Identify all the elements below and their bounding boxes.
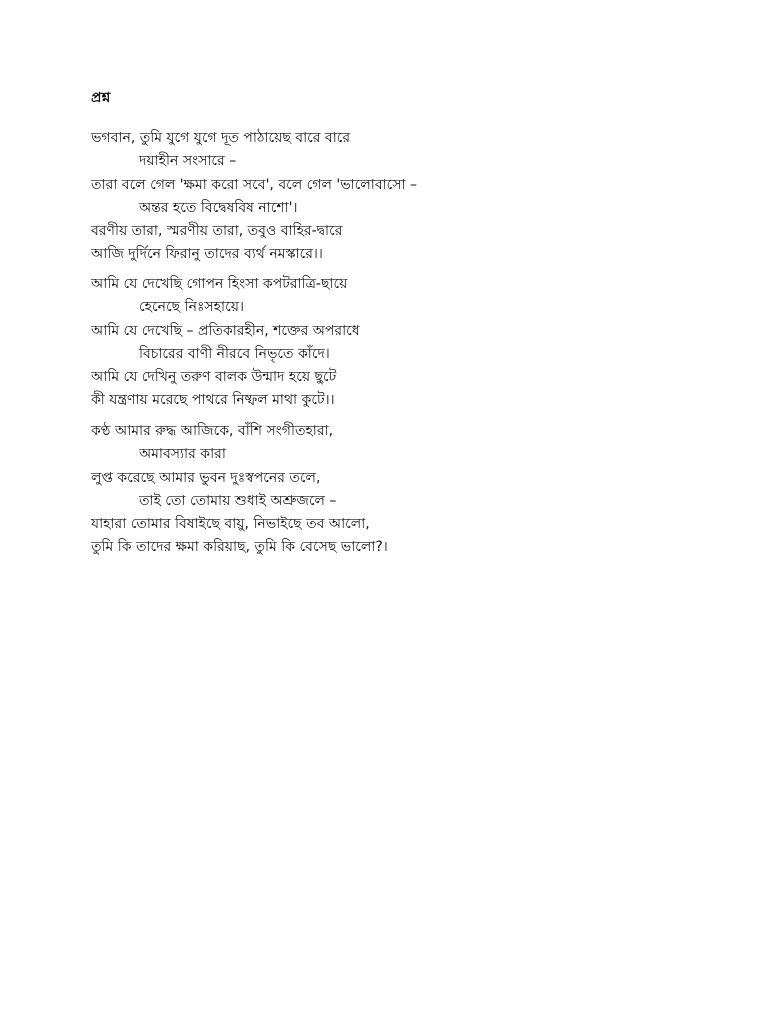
- stanza-3: [91, 420, 731, 560]
- poem-line-indented: অমাবস্যার কারা: [139, 446, 226, 463]
- poem-line: যাহারা তোমার বিষাইছে বায়ু, নিভাইছে তব আলো,: [91, 516, 370, 533]
- poem-line: আমি যে দেখেছি – প্রতিকারহীন, শক্তের অপরাধে: [91, 322, 360, 339]
- stanza-1: [91, 127, 731, 267]
- poem-line: কণ্ঠ আমার রুদ্ধ আজিকে, বাঁশি সংগীতহারা,: [91, 423, 334, 439]
- poem-line-indented: অন্তর হতে বিদ্বেষবিষ নাশো'।: [139, 199, 298, 216]
- poem-line: লুপ্ত করেছে আমার ভুবন দুঃস্বপনের তলে,: [91, 469, 321, 486]
- poem-line: তারা বলে গেল 'ক্ষমা করো সবে', বলে গেল 'ভালোবাসো –: [91, 176, 418, 193]
- stanza-2: [91, 273, 731, 413]
- poem-line-indented: তাই তো তোমায় শুধাই অশ্রুজলে –: [139, 492, 337, 509]
- poem-line: আমি যে দেখেছি গোপন হিংসা কপটরাত্রি-ছায়ে: [91, 276, 348, 292]
- poem-line: বরণীয় তারা, স্মরণীয় তারা, তবুও বাহির-দ্বারে: [91, 223, 343, 240]
- poem-line: তুমি কি তাদের ক্ষমা করিয়াছ, তুমি কি বেসেছ ভালো?।: [91, 539, 388, 556]
- poem-line-indented: দয়াহীন সংসারে –: [139, 153, 237, 170]
- poem-line: ভগবান, তুমি যুগে যুগে দূত পাঠায়েছ বারে বারে: [91, 130, 351, 146]
- poem-line-indented: হেনেছে নিঃসহায়ে।: [139, 299, 244, 316]
- poem-title: প্রশ্ন: [91, 90, 111, 106]
- poem-line-indented: বিচারের বাণী নীরবে নিভৃতে কাঁদে।: [139, 345, 330, 362]
- poem-line: আজি দুর্দিনে ফিরানু তাদের ব্যর্থ নমস্কারে।।: [91, 246, 323, 263]
- poem-line: আমি যে দেখিনু তরুণ বালক উন্মাদ হয়ে ছুটে: [91, 369, 337, 386]
- poem-line: কী যন্ত্রণায় মরেছে পাথরে নিষ্ফল মাথা কুটে।।: [91, 392, 335, 409]
